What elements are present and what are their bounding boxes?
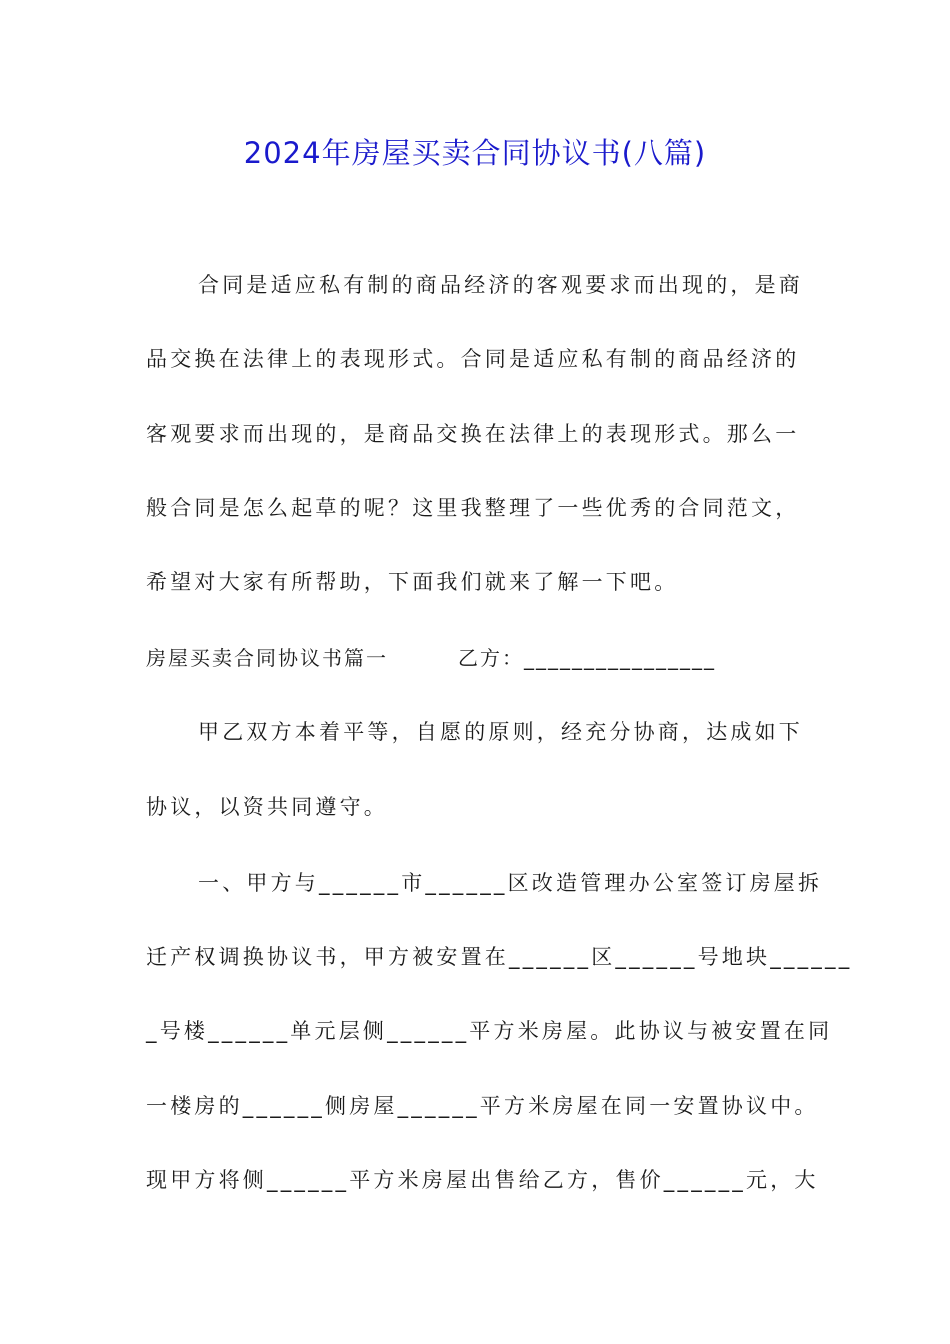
section-heading: 房屋买卖合同协议书篇一 [146,646,388,670]
party-b-field: 乙方：________________ [458,646,716,670]
document-title: 2024年房屋买卖合同协议书(八篇) [243,136,707,170]
clause-line: 迁产权调换协议书，甲方被安置在______区______号地块______ [146,945,853,969]
intro-line: 希望对大家有所帮助，下面我们就来了解一下吧。 [146,570,679,594]
agreement-line: 甲乙双方本着平等，自愿的原则，经充分协商，达成如下 [198,720,803,744]
agreement-line: 协议，以资共同遵守。 [146,795,388,819]
clause-line: 一楼房的______侧房屋______平方米房屋在同一安置协议中。 [146,1094,819,1118]
clause-line: 一、甲方与______市______区改造管理办公室签订房屋拆 [198,871,823,895]
intro-line: 客观要求而出现的，是商品交换在法律上的表现形式。那么一 [146,422,800,446]
intro-line: 品交换在法律上的表现形式。合同是适应私有制的商品经济的 [146,347,800,371]
intro-line: 般合同是怎么起草的呢？这里我整理了一些优秀的合同范文， [146,496,800,520]
intro-line: 合同是适应私有制的商品经济的客观要求而出现的，是商 [198,273,803,297]
clause-line: 现甲方将侧______平方米房屋出售给乙方，售价______元，大 [146,1168,819,1192]
clause-line: _号楼______单元层侧______平方米房屋。此协议与被安置在同 [146,1019,833,1043]
